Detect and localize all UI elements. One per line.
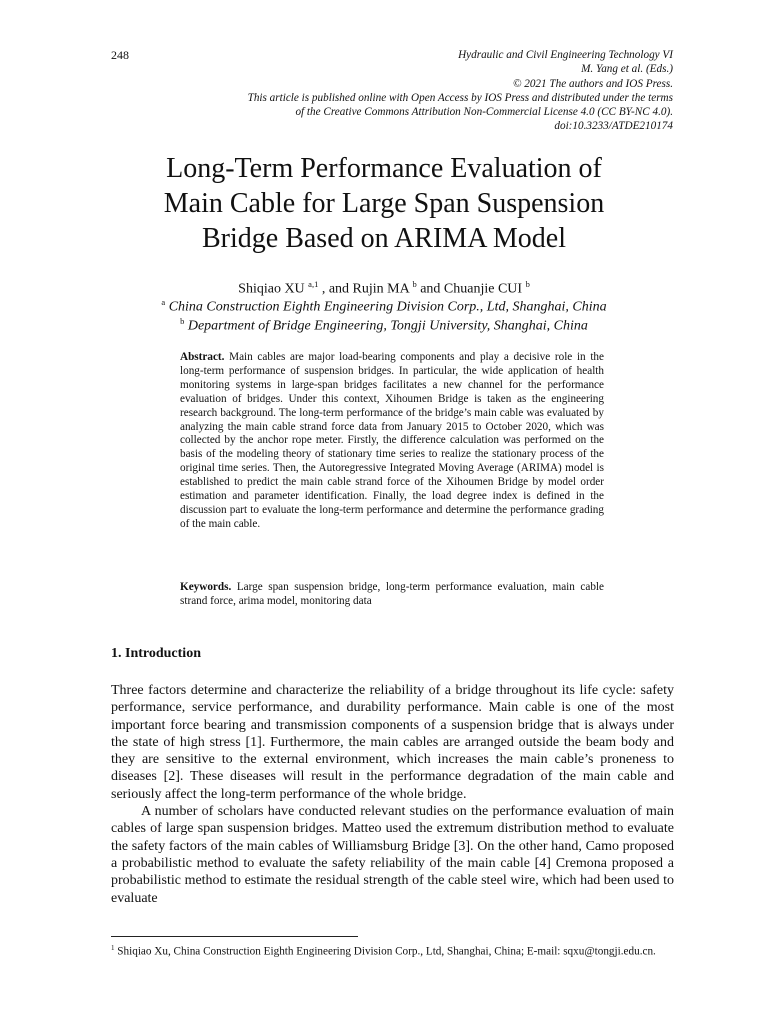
affiliation-b (80, 316, 688, 335)
keywords (180, 581, 604, 609)
header-line-journal: Hydraulic and Civil Engineering Technology VI (458, 49, 673, 61)
author-3-marker: b (525, 279, 530, 289)
paper-title (80, 151, 688, 256)
footnote (111, 942, 674, 960)
keywords-label: Keywords. (180, 581, 232, 593)
affiliation-b-text: Department of Bridge Engineering, Tongji University, Shanghai, China (187, 318, 588, 334)
footnote-text: Shiqiao Xu, China Construction Eighth Engineering Division Corp., Ltd, Shanghai, China; E-mail: sqxu@tongji.edu.cn. (114, 945, 656, 958)
author-1-marker: a,1 (308, 279, 319, 289)
footnote-divider (111, 936, 358, 937)
paragraph-1: Three factors determine and characterize the reliability of a bridge throughout its life cycle: safety performance, service performance, and durability performance. Main cable is one of the most important force bearing and transmission components of a suspension bridge that is always under the state of high stress [1]. Furthermore, the main cables are arranged outside the beam body and they are sensitive to the external environment, which increases the main cable’s proneness to diseases [2]. These diseases will result in the performance degradation of the main cable and seriously affect the long-term performance of the whole bridge. (111, 683, 674, 802)
author-2: , and Rujin MA (321, 281, 409, 297)
affiliation-a-marker: a (161, 297, 166, 307)
keywords-text: Large span suspension bridge, long-term performance evaluation, main cable strand force, arima model, monitoring data (180, 581, 604, 607)
abstract-text: Main cables are major load-bearing components and play a decisive role in the long-term performance of suspension bridges. In particular, the wide application of health monitoring systems in large-span bridges facilitates a new channel for the performance evaluation of bridges. Under this context, Xihoumen Bridge is taken as the engineering research background. The long-term performance of the bridge’s main cable was evaluated by analyzing the main cable strand force data from January 2015 to October 2020, which was collected by the anchor rope meter. Firstly, the difference calculation was performed on the basis of the modeling theory of stationary time series to realize the stationary process of the original time series. Then, the Autoregressive Integrated Moving Average (ARIMA) model is established to predict the main cable strand force of the Xihoumen Bridge by model order estimation and parameter identification. Finally, the load degree index is defined in the discussion part to evaluate the long-term performance and determine the performance grading of the main cable. (180, 351, 604, 530)
footnote-marker: 1 (111, 944, 115, 952)
affiliation-a (80, 297, 688, 316)
title-line-2: Main Cable for Large Span Suspension (163, 188, 605, 219)
header-line-license-2: of the Creative Commons Attribution Non-Commercial License 4.0 (CC BY-NC 4.0). (295, 106, 673, 119)
affiliation-b-marker: b (180, 316, 185, 326)
body-text (111, 682, 674, 907)
section-heading-introduction: 1. Introduction (111, 646, 201, 661)
author-1: Shiqiao XU (238, 281, 305, 297)
author-2-marker: b (412, 279, 417, 289)
page-number: 248 (111, 48, 129, 62)
affiliation-a-text: China Construction Eighth Engineering Division Corp., Ltd, Shanghai, China (168, 299, 607, 315)
header-line-doi[interactable]: doi:10.3233/ATDE210174 (554, 120, 673, 133)
title-line-1: Long-Term Performance Evaluation of (166, 153, 602, 184)
title-line-3: Bridge Based on ARIMA Model (202, 223, 566, 254)
author-3: and Chuanjie CUI (420, 281, 523, 297)
abstract (180, 351, 604, 532)
running-header (113, 48, 673, 134)
header-line-editors: M. Yang et al. (Eds.) (581, 63, 673, 76)
author-list (80, 279, 688, 298)
header-line-license-1: This article is published online with Open Access by IOS Press and distributed under the terms (247, 91, 673, 104)
paragraph-2: A number of scholars have conducted relevant studies on the performance evaluation of main cables of large span suspension bridges. Matteo used the extremum distribution method to evaluate the safety factors of the main cables of Williamsburg Bridge [3]. On the other hand, Camo proposed a probabilistic method to evaluate the safety reliability of the main cable [4] Cremona proposed a probabilistic method to estimate the residual strength of the cable steel wire, which had been used to evaluate (111, 804, 674, 906)
abstract-label: Abstract. (180, 351, 225, 363)
header-line-copyright: © 2021 The authors and IOS Press. (512, 77, 673, 90)
